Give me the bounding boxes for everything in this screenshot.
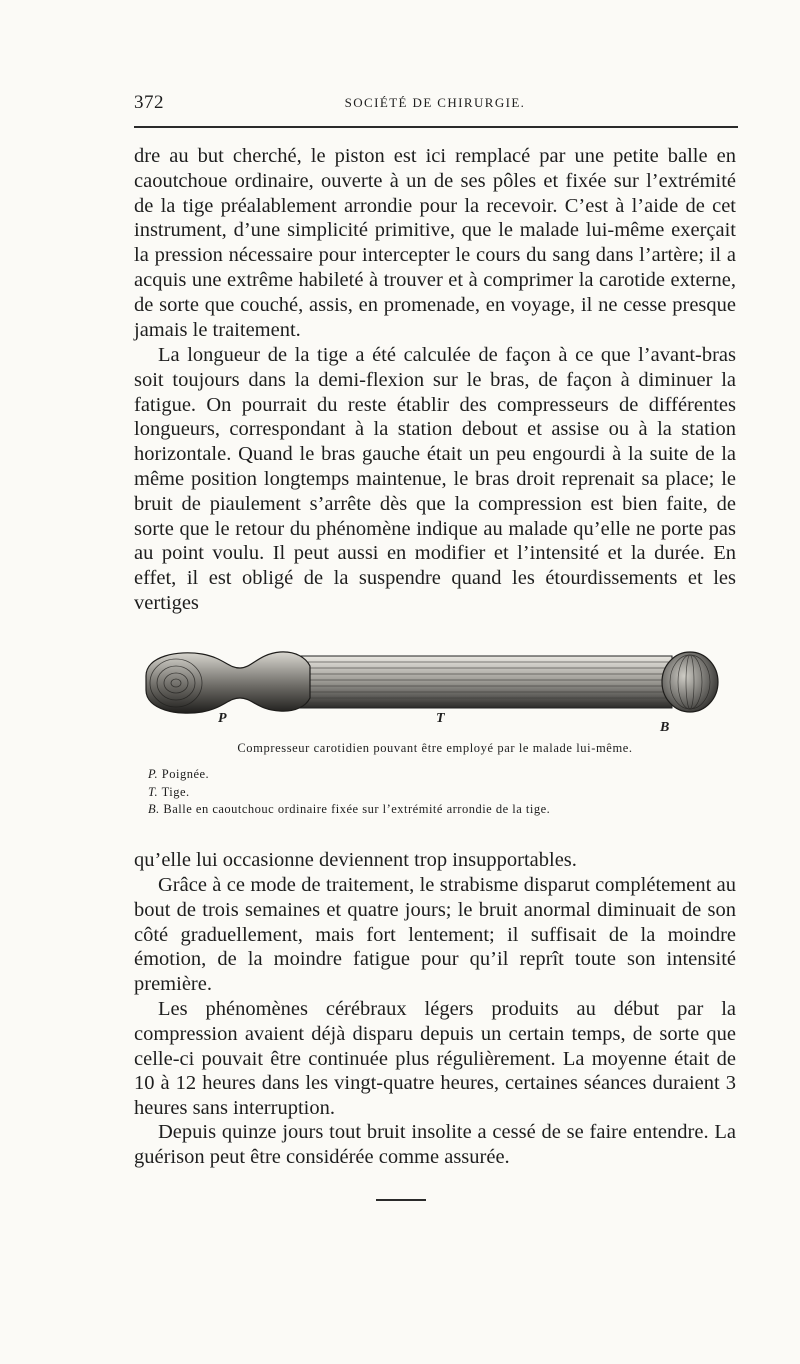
paragraph-6: Depuis quinze jours tout bruit insolite a cessé de se faire entendre. La guérison peut être considérée comme assurée. bbox=[134, 1121, 736, 1168]
handle-shape bbox=[146, 652, 310, 713]
legend-key: T. bbox=[148, 784, 159, 799]
paragraph-1: dre au but cherché, le piston est ici remplacé par une petite balle en caoutchoue ordinaire, ouverte à un de ses pôles et fixée sur l’extrémité de la tige préalablement arrondie pour la recevoir. C’est à l’aide de cet instrument, d’une simplicité primitive, que le malade lui-même exerçait la pression nécessaire pour intercepter le cours du sang dans l’artère; il a acquis une extrême habileté à trouver et à comprimer la carotide externe, de sorte que couché, assis, en promenade, en voyage, il ne cesse presque jamais le traitement. bbox=[134, 145, 736, 341]
paragraph-3: qu’elle lui occasionne deviennent trop insupportables. bbox=[134, 849, 577, 871]
page-header bbox=[134, 92, 736, 118]
paragraph-2: La longueur de la tige a été calculée de façon à ce que l’avant-bras soit toujours dans la demi-flexion sur le bras, de façon à diminuer la fatigue. On pourrait du reste établir des compresseurs de différentes longueurs, correspondant à la station debout et assise ou à la station horizontale. Quand le bras gauche était un peu engourdi à la suite de la même position longtemps maintenue, le bras droit reprenait sa place; le bruit de piaulement s’arrête dès que la compression est bien faite, de sorte que le retour du phénomène indique au malade qu’elle ne porte pas au point voulu. Il peut aussi en modifier et l’intensité et la durée. En effet, il est obligé de la suspendre quand les étourdissements et les vertiges bbox=[134, 344, 736, 614]
rod-shape bbox=[300, 656, 672, 708]
figure-label-t: T bbox=[436, 711, 445, 726]
legend-item bbox=[148, 766, 748, 784]
legend-text: Tige. bbox=[161, 784, 190, 799]
paragraph-5: Les phénomènes cérébraux légers produits au début par la compression avaient déjà disparu depuis un certain temps, de sorte que celle-ci pouvait être continuée plus régulièrement. La moyenne était de 10 à 12 heures dans les vingt-quatre heures, certaines séances duraient 3 heures sans interruption. bbox=[134, 998, 736, 1120]
compressor-figure bbox=[140, 640, 740, 750]
figure-label-p: P bbox=[218, 711, 227, 726]
section-end-rule bbox=[376, 1199, 426, 1201]
legend-key: P. bbox=[148, 767, 159, 781]
legend-key: B. bbox=[148, 802, 160, 816]
running-title: SOCIÉTÉ DE CHIRURGIE. bbox=[344, 95, 526, 110]
figure-label-b: B bbox=[660, 720, 670, 735]
legend-text: Poignée. bbox=[161, 767, 210, 781]
page-number: 372 bbox=[134, 92, 164, 113]
figure-legend bbox=[148, 766, 748, 819]
header-rule bbox=[134, 126, 738, 128]
ball-shape bbox=[662, 652, 718, 712]
legend-text: Balle en caoutchouc ordinaire fixée sur l’extrémité arrondie de la tige. bbox=[163, 802, 551, 816]
legend-item bbox=[148, 784, 748, 802]
figure-caption: Compresseur carotidien pouvant être employé par le malade lui-même. bbox=[237, 741, 633, 755]
legend-item bbox=[148, 801, 748, 819]
paragraph-4: Grâce à ce mode de traitement, le strabisme disparut complétement au bout de trois semaines et quatre jours; le bruit anormal diminuait de son côté graduellement, mais fort lentement; il suffisait de la moindre émotion, de la moindre fatigue pour qu’il reprît toute son intensité première. bbox=[134, 874, 736, 996]
compressor-illustration bbox=[140, 640, 740, 750]
